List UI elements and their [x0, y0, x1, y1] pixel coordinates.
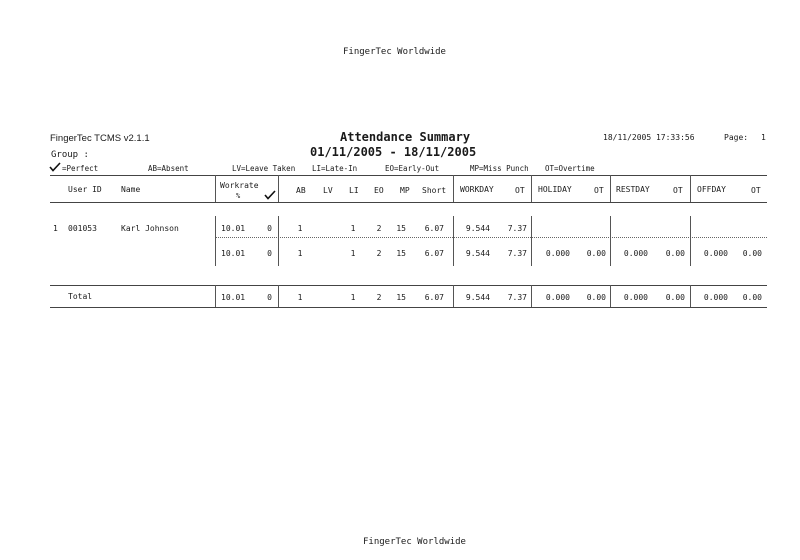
col-header-short: Short [422, 186, 447, 195]
col-divider [610, 285, 611, 307]
col-divider [453, 216, 454, 266]
col-header-workday-ot: OT [515, 186, 525, 195]
legend-perfect: =Perfect [62, 164, 99, 173]
col-divider [215, 285, 216, 307]
total-workday: 9.544 [465, 293, 490, 302]
col-divider [453, 175, 454, 202]
col-divider [690, 285, 691, 307]
col-header-restday-ot: OT [673, 186, 683, 195]
col-header-holiday: HOLIDAY [538, 185, 572, 194]
row-li: 1 [350, 224, 356, 233]
table-top-rule [50, 175, 767, 176]
col-header-li: LI [349, 186, 359, 195]
table-header-rule [50, 202, 767, 203]
col-header-offday-ot: OT [751, 186, 761, 195]
perfect-check-icon [49, 162, 61, 172]
col-divider [453, 285, 454, 307]
col-header-lv: LV [323, 186, 333, 195]
page-header-text: FingerTec Worldwide [343, 47, 446, 57]
total-perfect: 0 [267, 293, 272, 302]
row-name: Karl Johnson [121, 224, 179, 233]
col-divider [610, 216, 611, 266]
col-header-workrate-unit: % [236, 192, 241, 200]
row-ab: 1 [297, 224, 303, 233]
row-index: 1 [53, 224, 58, 233]
col-divider [690, 216, 691, 266]
total-holiday: 0.000 [545, 293, 570, 302]
group-label: Group : [51, 150, 89, 160]
row-offday: 0.000 [703, 249, 728, 258]
row-eo: 2 [376, 224, 382, 233]
col-header-restday: RESTDAY [616, 185, 650, 194]
row-workday: 9.544 [465, 249, 490, 258]
table-total-top-rule [50, 285, 767, 286]
col-header-workday: WORKDAY [460, 185, 494, 194]
col-divider [531, 175, 532, 202]
row-workday-ot: 7.37 [507, 249, 527, 258]
legend-miss: MP=Miss Punch [470, 164, 529, 173]
row-workrate: 10.01 [221, 224, 246, 233]
report-date-range: 01/11/2005 - 18/11/2005 [310, 145, 477, 159]
legend-overtime: OT=Overtime [545, 164, 595, 173]
row-workday: 9.544 [465, 224, 490, 233]
total-workrate: 10.01 [221, 293, 246, 302]
total-li: 1 [350, 293, 356, 302]
col-divider [278, 216, 279, 266]
table-bottom-rule [50, 307, 767, 308]
col-divider [278, 285, 279, 307]
total-offday-ot: 0.00 [742, 293, 762, 302]
col-header-mp: MP [400, 186, 410, 195]
printed-timestamp: 18/11/2005 17:33:56 [603, 133, 695, 142]
col-divider [610, 175, 611, 202]
total-mp: 15 [396, 293, 406, 302]
total-short: 6.07 [424, 293, 444, 302]
row-perfect: 0 [267, 224, 272, 233]
legend-leave: LV=Leave Taken [232, 164, 296, 173]
row-mp: 15 [396, 249, 406, 258]
table-row-divider [215, 237, 767, 238]
total-eo: 2 [376, 293, 382, 302]
page-footer-text: FingerTec Worldwide [363, 537, 466, 547]
col-header-name: Name [121, 185, 141, 194]
total-restday: 0.000 [623, 293, 648, 302]
col-header-perfect-check-icon [264, 190, 276, 200]
row-mp: 15 [396, 224, 406, 233]
legend-early: EO=Early-Out [385, 164, 440, 173]
row-restday-ot: 0.00 [665, 249, 685, 258]
col-divider [531, 216, 532, 266]
col-header-offday: OFFDAY [697, 185, 726, 194]
page-number: 1 [761, 133, 766, 142]
total-restday-ot: 0.00 [665, 293, 685, 302]
report-title: Attendance Summary [340, 130, 471, 144]
row-li: 1 [350, 249, 356, 258]
row-ab: 1 [297, 249, 303, 258]
col-header-workrate: Workrate [220, 181, 259, 190]
col-divider [215, 216, 216, 266]
row-holiday: 0.000 [545, 249, 570, 258]
total-workday-ot: 7.37 [507, 293, 527, 302]
row-holiday-ot: 0.00 [586, 249, 606, 258]
page-label: Page: [724, 133, 749, 142]
row-short: 6.07 [424, 249, 444, 258]
row-workday-ot: 7.37 [507, 224, 527, 233]
col-divider [531, 285, 532, 307]
col-divider [690, 175, 691, 202]
row-eo: 2 [376, 249, 382, 258]
col-header-holiday-ot: OT [594, 186, 604, 195]
col-header-eo: EO [374, 186, 384, 195]
col-header-user-id: User ID [68, 185, 102, 194]
row-offday-ot: 0.00 [742, 249, 762, 258]
col-header-ab: AB [296, 186, 306, 195]
row-perfect: 0 [267, 249, 272, 258]
total-label: Total [68, 292, 93, 301]
total-ab: 1 [297, 293, 303, 302]
col-divider [215, 175, 216, 202]
total-offday: 0.000 [703, 293, 728, 302]
row-short: 6.07 [424, 224, 444, 233]
legend-late: LI=Late-In [312, 164, 358, 173]
row-workrate: 10.01 [221, 249, 246, 258]
row-user-id: 001053 [68, 224, 97, 233]
row-restday: 0.000 [623, 249, 648, 258]
col-divider [278, 175, 279, 202]
legend-absent: AB=Absent [148, 164, 189, 173]
total-holiday-ot: 0.00 [586, 293, 606, 302]
app-version: FingerTec TCMS v2.1.1 [50, 133, 150, 144]
